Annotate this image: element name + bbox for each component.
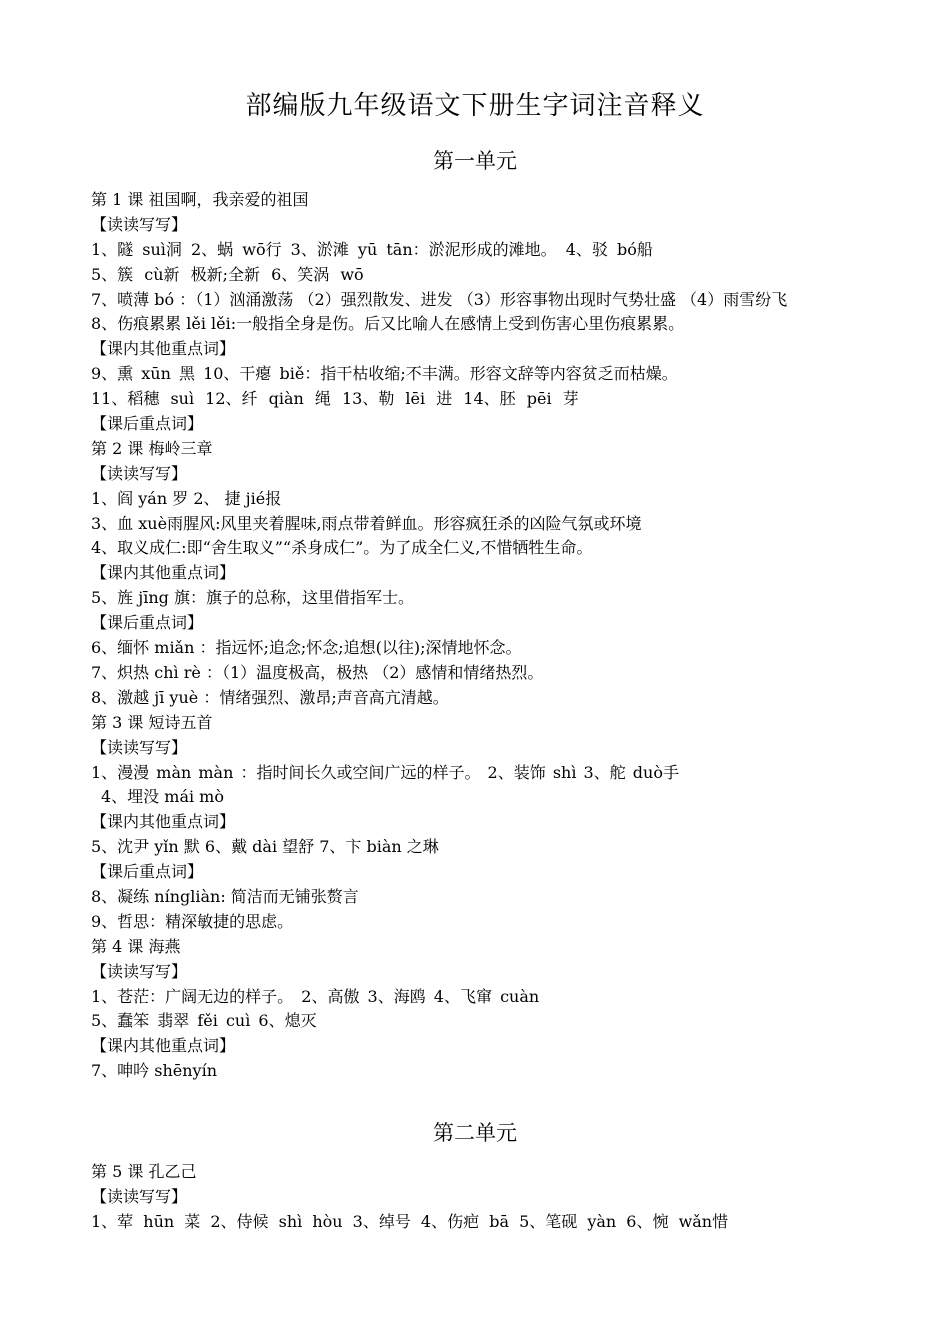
- vocab-line: 1、荤 hūn 菜 2、侍候 shì hòu 3、绰号 4、伤疤 bā 5、笔砚 yàn 6、惋 wǎn惜: [91, 1211, 729, 1231]
- vocab-line: 9、哲思：精深敏捷的思虑。: [91, 911, 294, 931]
- vocab-line: 1、苍茫：广阔无边的样子。 2、高傲 3、海鸥 4、飞窜 cuàn: [91, 986, 540, 1006]
- vocab-line: 3、血 xuè雨腥风:风里夹着腥味,雨点带着鲜血。形容疯狂杀的凶险气氛或环境: [91, 513, 642, 533]
- vocab-line: 8、凝练 níngliàn: 简洁而无铺张赘言: [91, 886, 359, 906]
- unit-2-title: 第二单元: [433, 1121, 517, 1145]
- vocab-line: 8、激越 jī yuè ：情绪强烈、激昂;声音高亢清越。: [91, 687, 449, 707]
- vocab-line: 7、喷薄 bó ：（1）汹涌激荡 （2）强烈散发、进发 （3）形容事物出现时气势壮盛 （4）雨雪纷飞: [91, 289, 788, 309]
- lesson-4-heading: 第 4 课 海燕: [91, 936, 181, 956]
- section-heading: 【课内其他重点词】: [91, 563, 236, 583]
- section-heading: 【课内其他重点词】: [91, 339, 236, 359]
- vocab-line: 5、旌 jīng 旗：旗子的总称，这里借指军士。: [91, 588, 414, 608]
- vocab-line: 8、伤痕累累 lěi lěi:一般指全身是伤。后又比喻人在感情上受到伤害心里伤痕累累。: [91, 314, 685, 334]
- section-heading: 【课后重点词】: [91, 862, 204, 882]
- vocab-line: 4、埋没 mái mò: [101, 787, 224, 807]
- unit-1-body: [91, 188, 867, 1084]
- vocab-line: 7、呻吟 shēnyín: [91, 1061, 218, 1081]
- section-heading: 【读读写写】: [91, 463, 188, 483]
- section-heading: 【读读写写】: [91, 737, 188, 757]
- section-heading: 【读读写写】: [91, 1186, 188, 1206]
- vocab-line: 4、取义成仁:即“舍生取义”“杀身成仁”。为了成全仁义,不惜牺牲生命。: [91, 538, 593, 558]
- vocab-line: 11、稻穗 suì 12、纤 qiàn 绳 13、勒 lēi 进 14、胚 pēi 芽: [91, 389, 579, 409]
- vocab-line: 5、蠢笨 翡翠 fěi cuì 6、熄灭: [91, 1011, 317, 1031]
- vocab-line: 7、炽热 chì rè ：（1）温度极高，极热 （2）感情和情绪热烈。: [91, 662, 544, 682]
- section-heading: 【读读写写】: [91, 961, 188, 981]
- document-title: 部编版九年级语文下册生字词注音释义: [245, 91, 705, 121]
- section-heading: 【课后重点词】: [91, 414, 204, 434]
- vocab-line: 1、漫漫 màn màn ：指时间长久或空间广远的样子。 2、装饰 shì 3、舵 duò手: [91, 762, 679, 782]
- lesson-5-heading: 第 5 课 孔乙己: [91, 1162, 197, 1181]
- vocab-line: 5、簇 cù新 极新;全新 6、笑涡 wō: [91, 264, 364, 284]
- vocab-line: 1、隧 suì洞 2、蜗 wō行 3、淤滩 yū tān：淤泥形成的滩地。 4、驳 bó船: [91, 239, 653, 259]
- lesson-1-heading: 第 1 课 祖国啊，我亲爱的祖国: [91, 190, 309, 209]
- section-heading: 【课内其他重点词】: [91, 812, 236, 832]
- vocab-line: 5、沈尹 yǐn 默 6、戴 dài 望舒 7、卞 biàn 之琳: [91, 837, 439, 857]
- lesson-2-heading: 第 2 课 梅岭三章: [91, 438, 213, 458]
- vocab-line: 1、阎 yán 罗 2、 捷 jié报: [91, 488, 282, 508]
- section-heading: 【课内其他重点词】: [91, 1036, 236, 1056]
- vocab-line: 9、熏 xūn 黑 10、干瘪 biě：指干枯收缩;不丰满。形容文辞等内容贫乏而枯燥。: [91, 364, 678, 384]
- unit-2-body: [91, 1160, 867, 1235]
- lesson-3-heading: 第 3 课 短诗五首: [91, 712, 213, 732]
- unit-1-title: 第一单元: [433, 149, 517, 173]
- vocab-line: 6、缅怀 miǎn ：指远怀;追念;怀念;追想(以往);深情地怀念。: [91, 638, 522, 658]
- section-heading: 【读读写写】: [91, 214, 188, 234]
- section-heading: 【课后重点词】: [91, 613, 204, 633]
